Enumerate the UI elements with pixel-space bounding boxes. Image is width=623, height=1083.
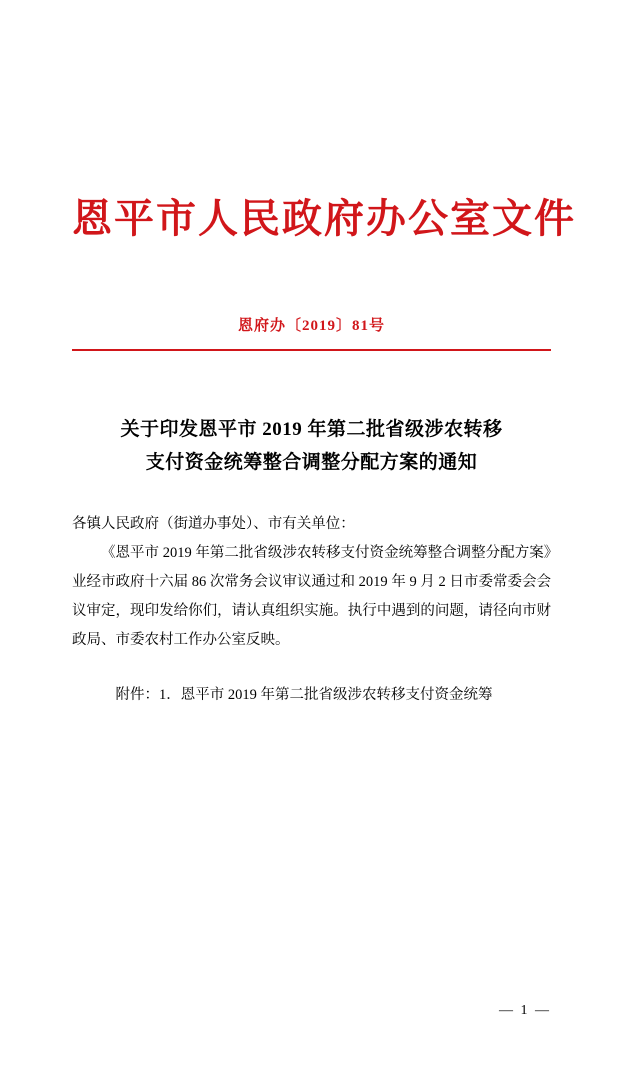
document-title: [72, 413, 551, 480]
body-paragraph-1: 《恩平市 2019 年第二批省级涉农转移支付资金统筹整合调整分配方案》业经市政府十六届 86 次常务会议审议通过和 2019 年 9 月 2 日市委常委会会议审定，现印发给你们，请认真组织实施。执行中遇到的问题，请径向市财政局、市委农村工作办公室反映。: [72, 544, 551, 648]
attachment-line: 附件：1．恩平市 2019 年第二批省级涉农转移支付资金统筹: [115, 686, 493, 703]
document-page: [0, 196, 623, 1083]
red-divider-rule: [72, 349, 551, 351]
masthead-title: 恩平市人民政府办公室文件: [72, 196, 576, 241]
document-number: 恩府办〔2019〕81号: [237, 318, 385, 334]
document-title-line-1: 关于印发恩平市 2019 年第二批省级涉农转移: [120, 419, 503, 440]
document-body: [72, 510, 551, 710]
masthead: [72, 196, 576, 242]
salutation: 各镇人民政府（街道办事处）、市有关单位：: [72, 515, 355, 532]
page-number: — 1 —: [499, 1003, 551, 1018]
document-title-line-2: 支付资金统筹整合调整分配方案的通知: [145, 452, 478, 474]
